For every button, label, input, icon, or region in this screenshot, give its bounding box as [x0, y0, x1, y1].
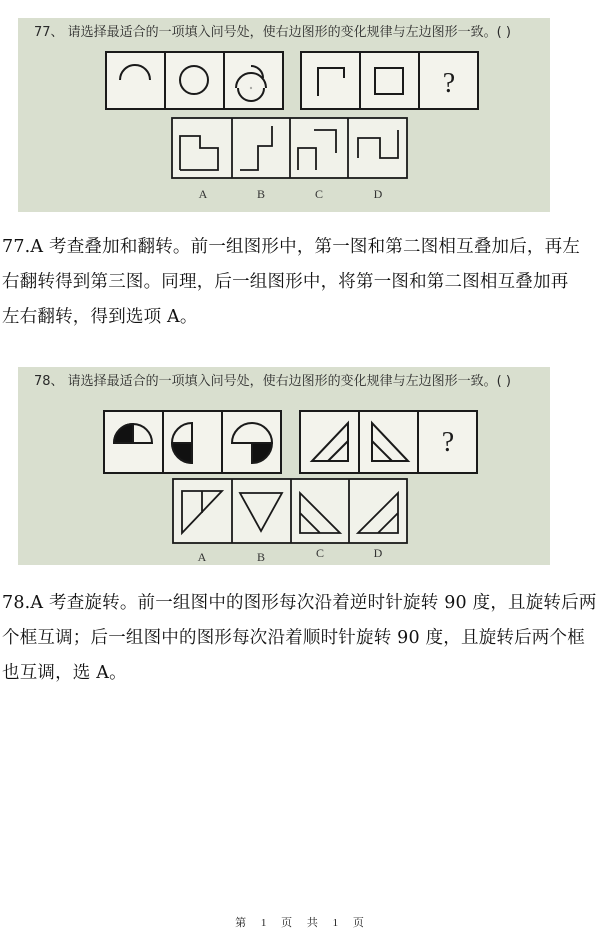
- q78-question-mark: ?: [441, 427, 455, 458]
- answer-78-line: 也互调，选 A。: [2, 663, 127, 683]
- answer-77-line: 右翻转得到第三图。同理，后一组图形中，将第一图和第二图相互叠加再: [2, 272, 569, 292]
- q77-option-b-label: B: [256, 187, 266, 201]
- answer-77-line: 左右翻转，得到选项 A。: [2, 307, 198, 327]
- question-77-image: [18, 18, 550, 212]
- q78-option-c-label: C: [315, 546, 325, 560]
- question-77-text: 77、 请选择最适合的一项填入问号处，使右边图形的变化规律与左边图形一致。( ): [34, 25, 511, 40]
- answer-77: [0, 232, 605, 333]
- q78-option-d-label: D: [373, 546, 383, 560]
- answer-78-line: 78.A 考查旋转。前一组图中的图形每次沿着逆时针旋转 90 度，且旋转后两: [2, 593, 597, 613]
- q78-option-a-label: A: [197, 550, 207, 564]
- q77-left-group: [106, 52, 283, 109]
- q77-option-c-label: C: [314, 187, 324, 201]
- question-78-text: 78、 请选择最适合的一项填入问号处，使右边图形的变化规律与左边图形一致。( ): [34, 374, 511, 389]
- q78-option-b-label: B: [256, 550, 266, 564]
- q78-options: [173, 479, 407, 543]
- q77-option-d-label: D: [373, 187, 383, 201]
- question-78-image: [18, 367, 550, 565]
- q77-options: [172, 118, 407, 178]
- answer-78: [0, 588, 605, 689]
- answer-78-line: 个框互调；后一组图中的图形每次沿着顺时针旋转 90 度，且旋转后两个框: [2, 628, 585, 648]
- page-footer: 第 1 页 共 1 页: [235, 917, 370, 929]
- q77-question-mark: ?: [442, 68, 456, 99]
- q78-left-group: [104, 411, 281, 473]
- answer-77-line: 77.A 考查叠加和翻转。前一组图形中，第一图和第二图相互叠加后，再左: [2, 237, 581, 257]
- q77-option-a-label: A: [198, 187, 208, 201]
